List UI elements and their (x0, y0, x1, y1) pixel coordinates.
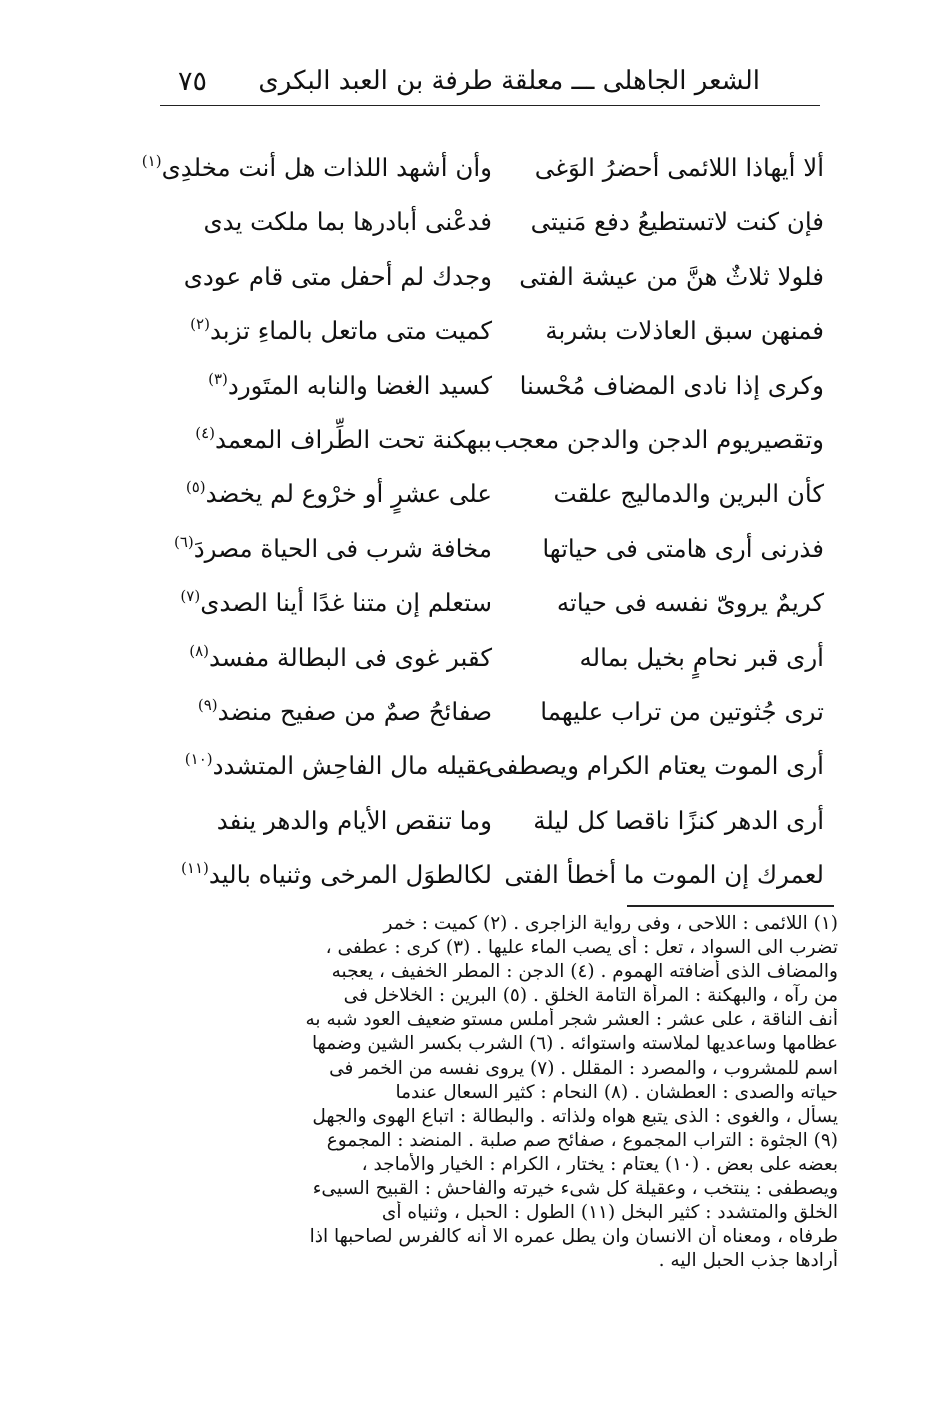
hemistich-text: مخافة شرب فى الحياة مصردَ (193, 533, 492, 563)
first-hemistich: ترى جُثوتين من تراب عليهما (540, 696, 824, 726)
footnote-line: حياته والصدى : العطشان . (٨) النحام : كثير السعال عندما (395, 1081, 838, 1103)
footnote-line: عظامها وساعديها لملاسته واستوائه . (٦) الشرب بكسر الشين وضمها (312, 1033, 838, 1055)
verse (152, 202, 824, 256)
verse (152, 257, 824, 311)
page-number: ٧٥ (178, 66, 208, 97)
footnote-line: ويصطفى : ينتخب ، وعقيلة كل شىء خيرته والفاحش : القبيح السيىء (312, 1178, 838, 1200)
footnotes (150, 912, 838, 1273)
footnote-line: والمضاف الذى أضافته الهموم . (٤) الدجن : المطر الخفيف ، يعجبه (331, 961, 838, 983)
first-hemistich: فإن كنت لاتستطيعُ دفع مَنيتى (530, 207, 824, 237)
footnote-line: بعضه على بعض . (١٠) يعتام : يختار ، الكرام : الخيار والأماجد ، (361, 1153, 838, 1175)
hemistich-text: وما تنقص الأيام والدهر ينفد (216, 805, 492, 835)
second-hemistich (141, 148, 492, 191)
first-hemistich: لعمرك إن الموت ما أخطأ الفتى (504, 860, 824, 890)
second-hemistich (152, 638, 492, 681)
first-hemistich: وتقصيريوم الدجن والدجن معجب (494, 424, 824, 454)
first-hemistich: أرى قبر نحامٍ بخيل بماله (579, 642, 824, 672)
poem-body (141, 148, 824, 909)
hemistich-text: وجدك لم أحفل متى قام عودى (183, 261, 492, 291)
footnote-line: (١) اللائمى : اللاحى ، وفى رواية الزاجرى . (٢) كميت : خمر (383, 913, 838, 934)
second-hemistich (152, 746, 492, 789)
footnote-reference: (٧) (180, 587, 201, 606)
first-hemistich: كأن البرين والدماليج علقت (553, 479, 824, 509)
second-hemistich (152, 474, 492, 517)
footnote-reference: (٩) (197, 695, 218, 714)
footnote-line: الخلق والمتشدد : كثير البخل (١١) الطول : الحبل ، وثنياه أى (381, 1202, 838, 1224)
hemistich-text: لكالطوَل المرخى وثنياه باليد (208, 860, 492, 890)
hemistich-text: على عشرٍ أو خرْوع لم يخضد (205, 479, 492, 509)
first-hemistich: وكرى إذا نادى المضاف مُحْسنا (519, 370, 824, 400)
first-hemistich: فمنهن سبق العاذلات بشربة (545, 316, 824, 346)
second-hemistich (152, 692, 492, 735)
footnote-reference: (١١) (181, 859, 209, 878)
hemistich-text: وأن أشهد اللذات هل أنت مخلدِى (161, 153, 492, 182)
footnote-line: (٩) الجثوة : التراب المجموع ، صفائح صم صلبة . المنضد : المجموع (326, 1129, 838, 1151)
footnote-reference: (٢) (190, 315, 210, 334)
hemistich-text: عقيله مال الفاحِش المتشدد (212, 751, 492, 781)
second-hemistich (152, 420, 492, 463)
footnote-separator (627, 905, 834, 907)
footnote-reference: (٣) (208, 369, 228, 388)
second-hemistich (152, 311, 492, 354)
verse (152, 529, 824, 583)
running-title: الشعر الجاهلى ـــ معلقة طرفة بن العبد البكرى (258, 66, 760, 96)
second-hemistich (152, 801, 492, 844)
first-hemistich: فلولا ثلاثٌ هنَّ من عيشة الفتى (519, 261, 824, 291)
footnote-reference: (٥) (185, 478, 206, 497)
hemistich-text: ببهكنة تحت الطِّراف المعمد (215, 424, 492, 454)
verse (141, 148, 824, 202)
verse (152, 855, 824, 909)
footnote-reference: (٨) (189, 641, 210, 660)
first-hemistich: أرى الموت يعتام الكرام ويصطفى (486, 751, 824, 781)
verse (152, 692, 824, 746)
second-hemistich (152, 583, 492, 626)
first-hemistich: أرى الدهر كنزًا ناقصا كل ليلة (533, 805, 824, 835)
footnote-line: اسم للمشروب ، والمصرد : المقلل . (٧) يروى نفسه من الخمر فى (329, 1057, 838, 1079)
hemistich-text: كقبر غوى فى البطالة مفسد (209, 642, 492, 672)
verse (152, 583, 824, 637)
first-hemistich: ألا أيهاذا اللائمى أحضرُ الوَغى (534, 153, 824, 182)
verse (152, 366, 824, 420)
page-header (160, 62, 820, 106)
hemistich-text: صفائحُ صمٌ من صفيح منضد (217, 696, 492, 726)
verse (152, 746, 824, 800)
verse (152, 311, 824, 365)
footnote-line: طرفاه ، ومعناه أن الانسان وان يطل عمره الا أنه كالفرس لصاحبها اذا (309, 1226, 838, 1248)
second-hemistich (152, 202, 492, 245)
hemistich-text: كسيد الغضا والنابه المتَورد (227, 370, 492, 400)
footnote-line: من رآه ، والبهكنة : المرأة التامة الخلق . (٥) البرين : الخلاخل فى (343, 985, 838, 1007)
footnote-reference: (١٠) (184, 750, 213, 769)
footnote-line: أرادها جذب الحبل اليه . (658, 1250, 838, 1272)
verse (152, 638, 824, 692)
second-hemistich (152, 366, 492, 409)
hemistich-text: كميت متى ماتعل بالماءِ تزبد (209, 316, 492, 346)
first-hemistich: فذرنى أرى هامتى فى حياتها (542, 533, 824, 563)
second-hemistich (152, 529, 492, 572)
footnote-line: تضرب الى السواد ، تعل : أى يصب الماء عليها . (٣) كرى : عطفى ، (325, 937, 838, 959)
hemistich-text: ستعلم إن متنا غدًا أينا الصدى (200, 588, 492, 618)
header-rule (160, 105, 820, 106)
first-hemistich: كريمٌ يروىّ نفسه فى حياته (556, 588, 824, 618)
footnote-reference: (٤) (195, 423, 215, 442)
verse (152, 801, 824, 855)
footnote-line: يسأل ، والغوى : الذى يتبع هواه ولذاته . والبطالة : اتباع الهوى والجهل (312, 1105, 838, 1127)
footnote-reference: (٦) (173, 532, 194, 551)
footnote-line: أنف الناقة ، على عشر : العشر شجر أملس مستو ضعيف العود شبه به (305, 1009, 838, 1031)
second-hemistich (152, 257, 492, 300)
footnote-reference: (١) (141, 152, 162, 170)
second-hemistich (152, 855, 492, 898)
verse (152, 420, 824, 474)
verse (152, 474, 824, 528)
hemistich-text: فدعْنى أبادرها بما ملكت يدى (203, 207, 492, 237)
